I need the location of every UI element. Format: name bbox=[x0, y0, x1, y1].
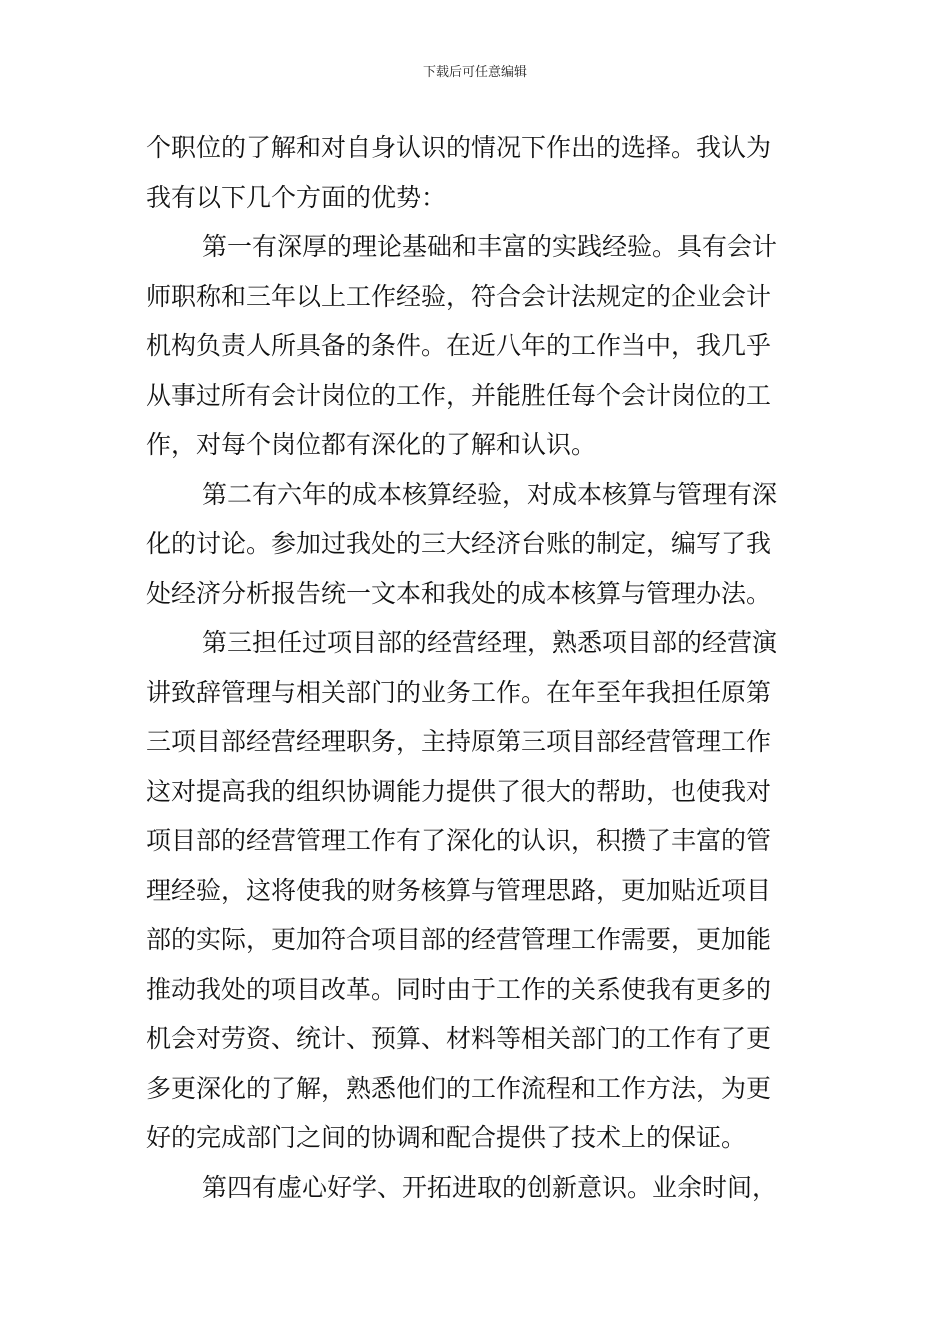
text-line: 推动我处的项目改革。同时由于工作的关系使我有更多的 bbox=[146, 974, 772, 1004]
text-line: 处经济分析报告统一文本和我处的成本核算与管理办法。 bbox=[146, 578, 772, 608]
document-body bbox=[146, 123, 818, 1212]
paragraph-first-line: 第一有深厚的理论基础和丰富的实践经验。具有会计 bbox=[202, 232, 778, 261]
paragraph-first-line: 第三担任过项目部的经营经理，熟悉项目部的经营演 bbox=[202, 628, 778, 657]
text-line: 理经验，这将使我的财务核算与管理思路，更加贴近项目 bbox=[146, 875, 772, 905]
text-line: 作，对每个岗位都有深化的了解和认识。 bbox=[146, 430, 597, 459]
text-line: 好的完成部门之间的协调和配合提供了技术上的保证。 bbox=[146, 1123, 747, 1152]
text-line: 多更深化的了解，熟悉他们的工作流程和工作方法，为更 bbox=[146, 1073, 772, 1103]
text-line: 从事过所有会计岗位的工作，并能胜任每个会计岗位的工 bbox=[146, 380, 772, 410]
text-line: 项目部的经营管理工作有了深化的认识，积攒了丰富的管 bbox=[146, 826, 772, 855]
page-header: 下载后可任意编辑 bbox=[422, 65, 527, 80]
text-line: 师职称和三年以上工作经验，符合会计法规定的企业会计 bbox=[146, 281, 772, 311]
text-line: 这对提高我的组织协调能力提供了很大的帮助，也使我对 bbox=[146, 776, 772, 806]
text-line: 部的实际，更加符合项目部的经营管理工作需要，更加能 bbox=[146, 925, 772, 954]
paragraph-first-line: 第二有六年的成本核算经验，对成本核算与管理有深 bbox=[202, 479, 778, 509]
paragraph-first-line: 第四有虚心好学、开拓进取的创新意识。业余时间， bbox=[202, 1172, 778, 1202]
text-line: 个职位的了解和对自身认识的情况下作出的选择。我认为 bbox=[146, 133, 772, 162]
text-line: 我有以下几个方面的优势： bbox=[146, 182, 447, 212]
text-line: 讲致辞管理与相关部门的业务工作。在年至年我担任原第 bbox=[146, 677, 772, 707]
text-line: 三项目部经营经理职务，主持原第三项目部经营管理工作 bbox=[146, 727, 772, 756]
text-line: 机构负责人所具备的条件。在近八年的工作当中，我几乎 bbox=[146, 331, 772, 360]
text-line: 机会对劳资、统计、预算、材料等相关部门的工作有了更 bbox=[146, 1024, 772, 1053]
text-line: 化的讨论。参加过我处的三大经济台账的制定，编写了我 bbox=[146, 529, 772, 558]
